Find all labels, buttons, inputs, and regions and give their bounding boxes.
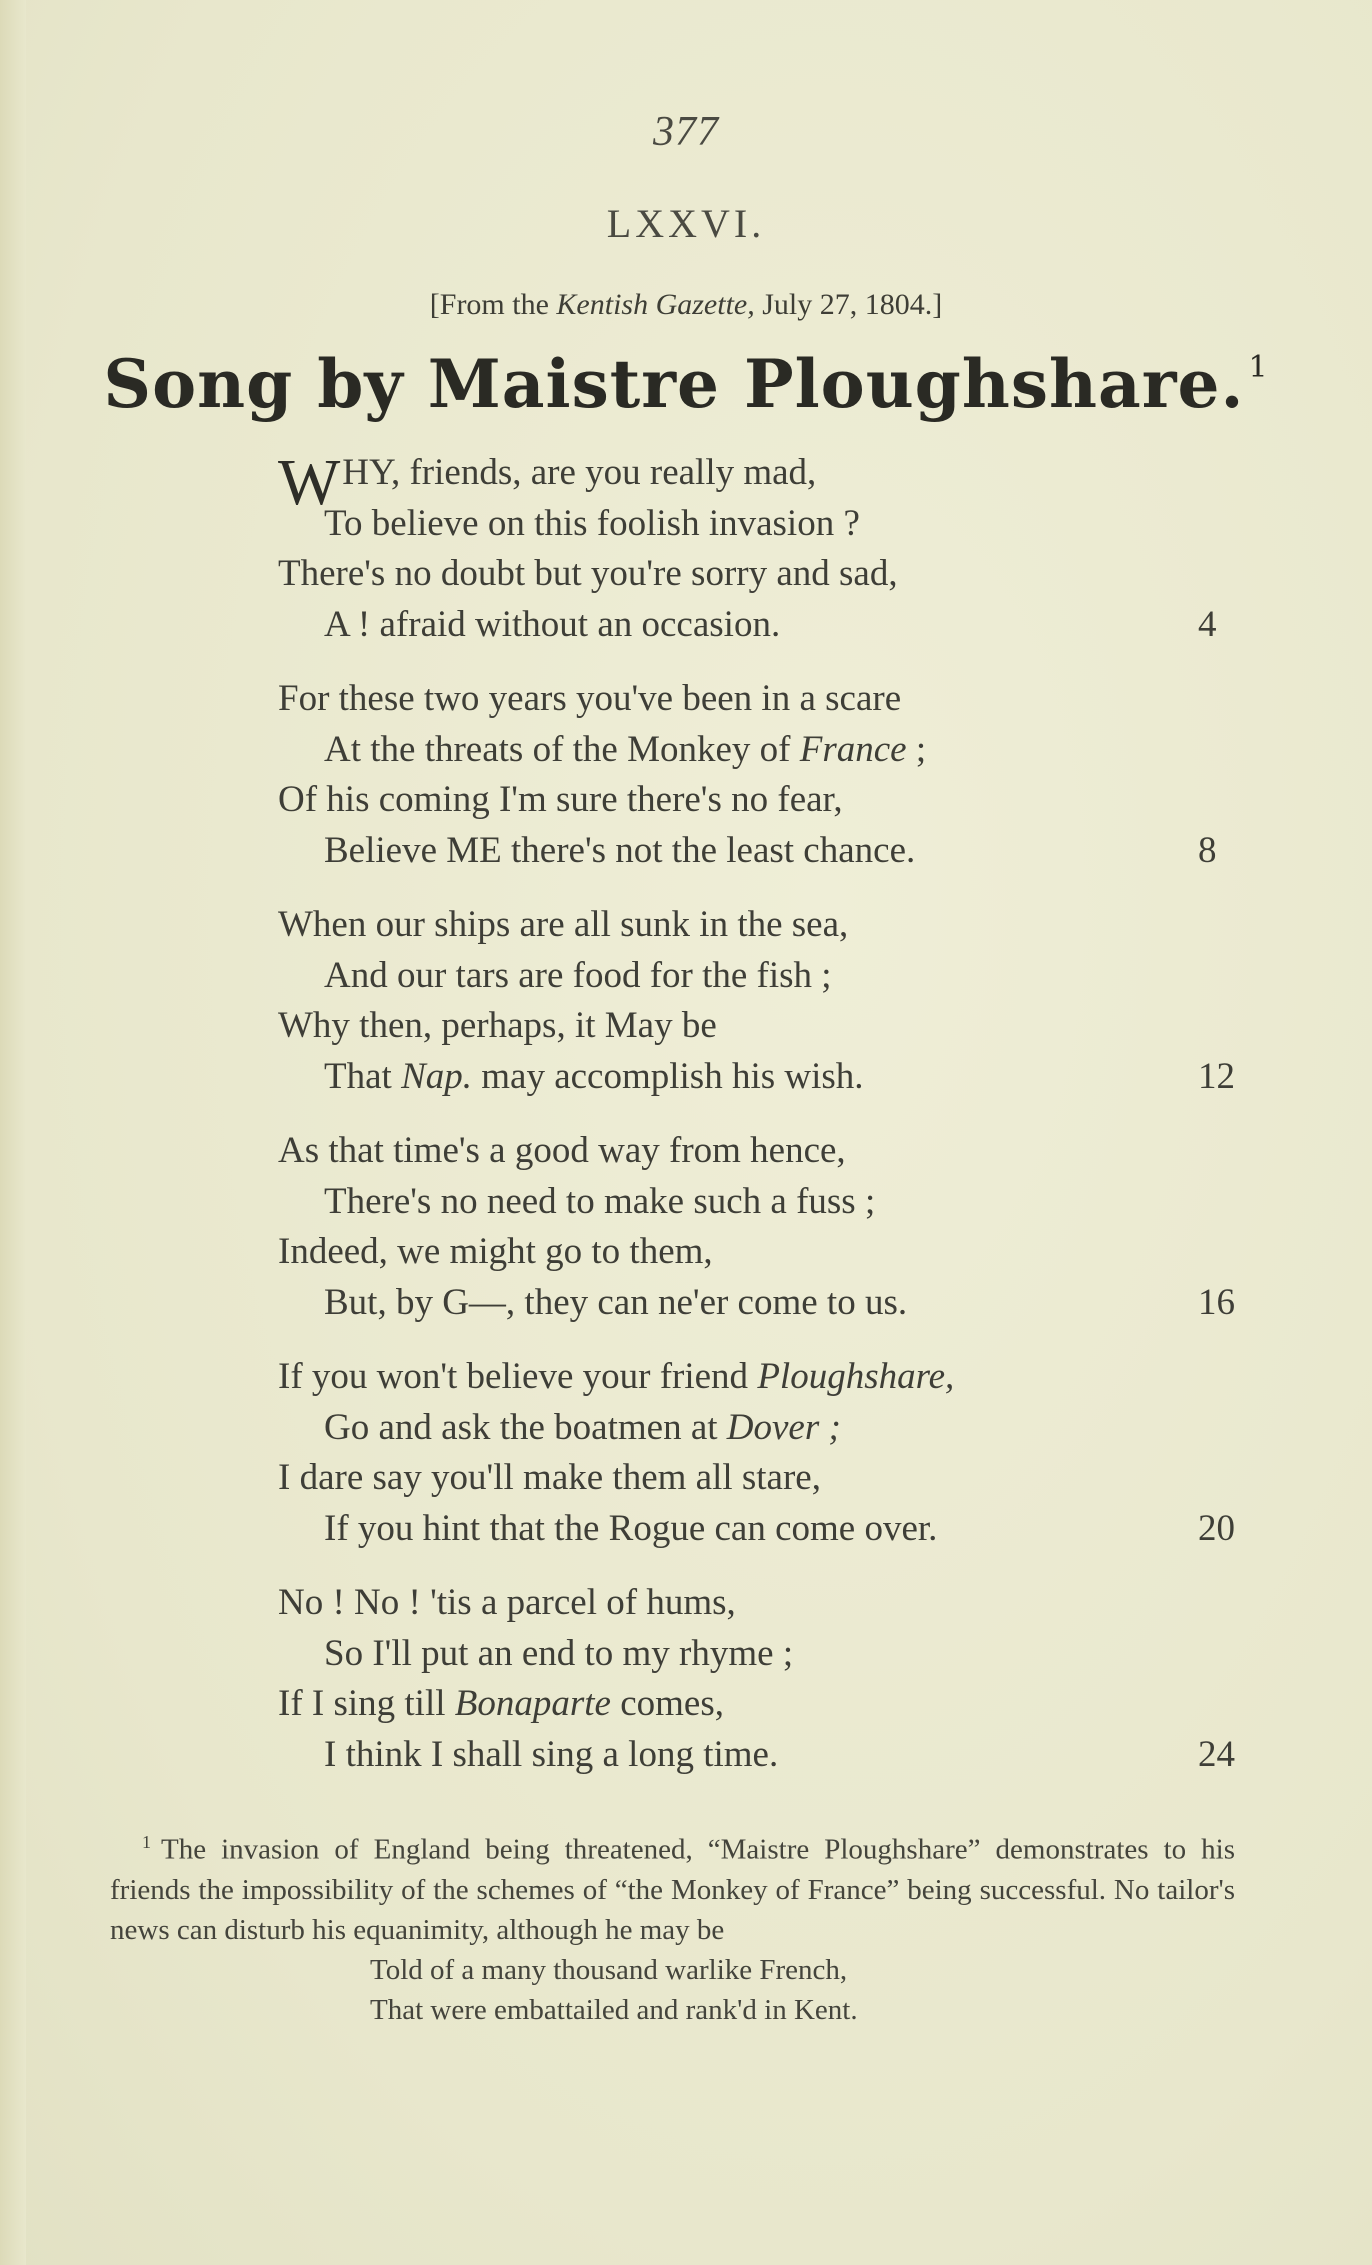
poem-line: [278, 1352, 1238, 1403]
line-number: 24: [1198, 1733, 1235, 1775]
italic-text: Ploughshare,: [757, 1356, 955, 1397]
line-text: For these two years you've been in a scare: [278, 678, 902, 719]
poem-line: [278, 1679, 1238, 1730]
line-number: 4: [1198, 603, 1217, 645]
poem-line: [278, 725, 1238, 776]
poem-line: [278, 499, 1238, 550]
italic-text: Bonaparte: [454, 1683, 611, 1724]
poem-line: [278, 1504, 1238, 1555]
line-text: may accomplish his wish.: [472, 1055, 864, 1097]
line-text: Indeed, we might go to them,: [278, 1231, 713, 1272]
footnote-quote-line: Told of a many thousand warlike French,: [370, 1953, 848, 1986]
line-number: 8: [1198, 829, 1217, 871]
poem: [278, 448, 1238, 1804]
line-text: ;: [906, 728, 927, 770]
source-date: July 27, 1804.]: [754, 288, 943, 321]
poem-line: [278, 826, 1238, 877]
italic-text: France: [799, 728, 907, 770]
drop-cap: W: [278, 446, 341, 519]
poem-line: [278, 1126, 1238, 1177]
poem-line: [278, 1227, 1238, 1278]
poem-line: [278, 1578, 1238, 1629]
chapter-number: LXXVI.: [606, 201, 766, 246]
line-text: To believe on this foolish invasion ?: [324, 502, 860, 544]
footnote-quote-line: That were embattailed and rank'd in Kent.: [370, 1993, 858, 2026]
footnote-paragraph: [110, 1822, 1235, 1950]
line-text: Go and ask the boatmen at: [324, 1406, 727, 1448]
stanza: [278, 1578, 1238, 1780]
page-spine-shadow: [0, 0, 26, 2265]
source-prefix: [From the: [429, 288, 557, 321]
poem-line: [278, 1403, 1238, 1454]
song-title-text: Song by Maistre Ploughshare.: [103, 345, 1245, 423]
stanza: [278, 900, 1238, 1102]
poem-line: [278, 1629, 1238, 1680]
line-text: Why then, perhaps, it May be: [278, 1005, 717, 1046]
line-text: When our ships are all sunk in the sea,: [278, 904, 849, 945]
poem-line: [278, 1278, 1238, 1329]
footnote-text: The invasion of England being threatened, “Maistre Ploughshare” demonstrates to his friends the impossibility of the schemes of “the Monkey of France” being successful. No tailor's news can disturb his equanimity, although he may be: [110, 1833, 1235, 1946]
footnote-marker: 1: [142, 1832, 151, 1852]
stanza: [278, 674, 1238, 876]
song-title: [0, 345, 1372, 423]
line-text: If you won't believe your friend: [278, 1356, 758, 1397]
poem-line: [278, 1730, 1238, 1781]
line-text: If I sing till: [278, 1683, 455, 1724]
italic-text: Dover ;: [726, 1406, 841, 1448]
footnote: [110, 1822, 1235, 2030]
line-number: 16: [1198, 1281, 1235, 1323]
line-text: So I'll put an end to my rhyme ;: [324, 1632, 794, 1674]
poem-line: [278, 549, 1238, 600]
source-citation: [0, 288, 1372, 322]
line-text: I think I shall sing a long time.: [324, 1733, 779, 1775]
stanza: [278, 448, 1238, 650]
stanza: [278, 1126, 1238, 1328]
title-footnote-marker: 1: [1248, 350, 1269, 385]
poem-line: [278, 600, 1238, 651]
line-text: Believe ME there's not the least chance.: [324, 829, 916, 871]
poem-line: [278, 1177, 1238, 1228]
poem-line: [278, 1052, 1238, 1103]
line-text: At the threats of the Monkey of: [324, 728, 800, 770]
line-text: If you hint that the Rogue can come over.: [324, 1507, 938, 1549]
line-text: comes,: [610, 1683, 724, 1724]
line-text: And our tars are food for the fish ;: [324, 954, 832, 996]
poem-line: [278, 1001, 1238, 1052]
line-number: 20: [1198, 1507, 1235, 1549]
poem-line: [278, 1453, 1238, 1504]
page-number: 377: [653, 109, 719, 155]
line-number: 12: [1198, 1055, 1235, 1097]
poem-line: [278, 900, 1238, 951]
poem-line: [278, 674, 1238, 725]
line-text: There's no doubt but you're sorry and sad,: [278, 553, 898, 594]
line-text: HY, friends, are you really mad,: [342, 452, 817, 493]
italic-text: Nap.: [401, 1055, 472, 1097]
poem-line: [278, 775, 1238, 826]
poem-line: [278, 446, 1238, 519]
line-text: There's no need to make such a fuss ;: [324, 1180, 876, 1222]
stanza: [278, 1352, 1238, 1554]
line-text: No ! No ! 'tis a parcel of hums,: [278, 1582, 736, 1623]
line-text: A ! afraid without an occasion.: [324, 603, 781, 645]
poem-line: [278, 951, 1238, 1002]
line-text: But, by G—, they can ne'er come to us.: [324, 1281, 908, 1323]
line-text: That: [324, 1055, 402, 1097]
line-text: Of his coming I'm sure there's no fear,: [278, 779, 843, 820]
line-text: I dare say you'll make them all stare,: [278, 1457, 821, 1498]
source-publication: Kentish Gazette,: [556, 288, 755, 321]
line-text: As that time's a good way from hence,: [278, 1130, 846, 1171]
